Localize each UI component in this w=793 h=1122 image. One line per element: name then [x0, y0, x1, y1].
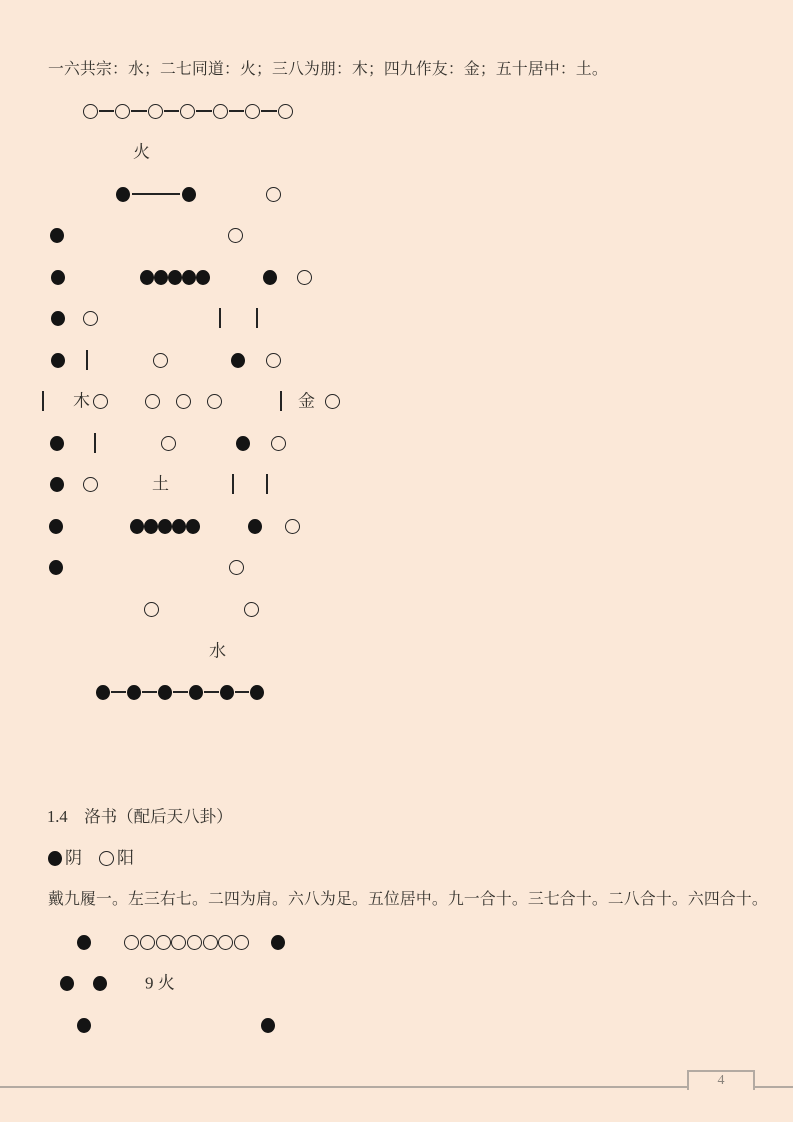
- filled-dot-icon: [50, 436, 64, 451]
- filled-dot-icon: [144, 519, 158, 534]
- open-circle-icon: [140, 935, 155, 950]
- open-circle-icon: [229, 560, 244, 575]
- filled-dot-icon: [220, 685, 234, 700]
- connector-line: [164, 110, 180, 112]
- open-circle-icon: [148, 104, 163, 119]
- filled-dot-icon: [96, 685, 110, 700]
- connector-line: [132, 193, 180, 195]
- diagram-label: 水: [209, 641, 226, 661]
- vertical-bar: [86, 350, 88, 370]
- filled-dot-icon: [261, 1018, 275, 1033]
- open-circle-icon: [156, 935, 171, 950]
- page-number-tab: [687, 1070, 755, 1090]
- open-circle-icon: [271, 436, 286, 451]
- connector-line: [235, 691, 249, 693]
- filled-dot-icon: [49, 519, 63, 534]
- open-circle-icon: [207, 394, 222, 409]
- open-circle-icon: [93, 394, 108, 409]
- filled-dot-icon: [50, 477, 64, 492]
- vertical-bar: [256, 308, 258, 328]
- open-circle-icon: [144, 602, 159, 617]
- filled-dot-icon: [231, 353, 245, 368]
- connector-line: [111, 691, 126, 693]
- filled-dot-icon: [172, 519, 186, 534]
- open-circle-icon: [244, 602, 259, 617]
- open-circle-icon: [115, 104, 130, 119]
- open-circle-icon: [325, 394, 340, 409]
- connector-line: [196, 110, 212, 112]
- connector-line: [142, 691, 157, 693]
- open-circle-icon: [218, 935, 233, 950]
- connector-line: [99, 110, 115, 112]
- open-circle-icon: [297, 270, 312, 285]
- footer-rule: [0, 1086, 793, 1088]
- filled-dot-icon: [186, 519, 200, 534]
- connector-line: [204, 691, 219, 693]
- filled-dot-icon: [49, 560, 63, 575]
- filled-dot-icon: [51, 311, 65, 326]
- filled-dot-icon: [154, 270, 168, 285]
- filled-dot-icon: [158, 685, 172, 700]
- open-circle-icon: [83, 311, 98, 326]
- filled-dot-icon: [168, 270, 182, 285]
- filled-dot-icon: [182, 270, 196, 285]
- filled-dot-icon: [248, 519, 262, 534]
- open-circle-icon: [153, 353, 168, 368]
- filled-dot-icon: [263, 270, 277, 285]
- open-circle-icon: [266, 353, 281, 368]
- filled-dot-icon: [77, 1018, 91, 1033]
- connector-line: [261, 110, 277, 112]
- open-circle-icon: [83, 477, 98, 492]
- open-circle-icon: [278, 104, 293, 119]
- vertical-bar: [94, 433, 96, 453]
- open-circle-icon: [99, 851, 114, 866]
- open-circle-icon: [234, 935, 249, 950]
- vertical-bar: [280, 391, 282, 411]
- open-circle-icon: [187, 935, 202, 950]
- open-circle-icon: [285, 519, 300, 534]
- diagram-label: 金: [298, 391, 315, 411]
- filled-dot-icon: [51, 353, 65, 368]
- open-circle-icon: [145, 394, 160, 409]
- vertical-bar: [232, 474, 234, 494]
- filled-dot-icon: [250, 685, 264, 700]
- filled-dot-icon: [48, 851, 62, 866]
- diagram-label: 土: [152, 474, 169, 494]
- filled-dot-icon: [93, 976, 107, 991]
- connector-line: [131, 110, 147, 112]
- open-circle-icon: [180, 104, 195, 119]
- open-circle-icon: [161, 436, 176, 451]
- open-circle-icon: [203, 935, 218, 950]
- filled-dot-icon: [196, 270, 210, 285]
- filled-dot-icon: [130, 519, 144, 534]
- open-circle-icon: [124, 935, 139, 950]
- filled-dot-icon: [60, 976, 74, 991]
- vertical-bar: [219, 308, 221, 328]
- filled-dot-icon: [51, 270, 65, 285]
- diagram-label: 阴: [65, 848, 82, 868]
- diagram-label: 阳: [117, 848, 134, 868]
- connector-line: [229, 110, 245, 112]
- open-circle-icon: [83, 104, 98, 119]
- open-circle-icon: [171, 935, 186, 950]
- filled-dot-icon: [116, 187, 130, 202]
- filled-dot-icon: [189, 685, 203, 700]
- filled-dot-icon: [50, 228, 64, 243]
- filled-dot-icon: [77, 935, 91, 950]
- vertical-bar: [266, 474, 268, 494]
- filled-dot-icon: [182, 187, 196, 202]
- luoshu-caption: 戴九履一。左三右七。二四为肩。六八为足。五位居中。九一合十。三七合十。二八合十。六四合十。: [48, 891, 768, 909]
- diagram-label: 9 火: [145, 973, 175, 993]
- hetu-caption: 一六共宗：水；二七同道：火；三八为朋：木；四九作友：金；五十居中：土。: [48, 61, 608, 79]
- open-circle-icon: [245, 104, 260, 119]
- vertical-bar: [42, 391, 44, 411]
- open-circle-icon: [228, 228, 243, 243]
- filled-dot-icon: [127, 685, 141, 700]
- filled-dot-icon: [236, 436, 250, 451]
- diagram-label: 木: [73, 391, 90, 411]
- section-heading: 1.4 洛书（配后天八卦）: [47, 806, 233, 826]
- open-circle-icon: [176, 394, 191, 409]
- filled-dot-icon: [158, 519, 172, 534]
- page-number: 4: [717, 1073, 725, 1088]
- filled-dot-icon: [271, 935, 285, 950]
- open-circle-icon: [213, 104, 228, 119]
- connector-line: [173, 691, 188, 693]
- filled-dot-icon: [140, 270, 154, 285]
- diagram-label: 火: [133, 142, 150, 162]
- open-circle-icon: [266, 187, 281, 202]
